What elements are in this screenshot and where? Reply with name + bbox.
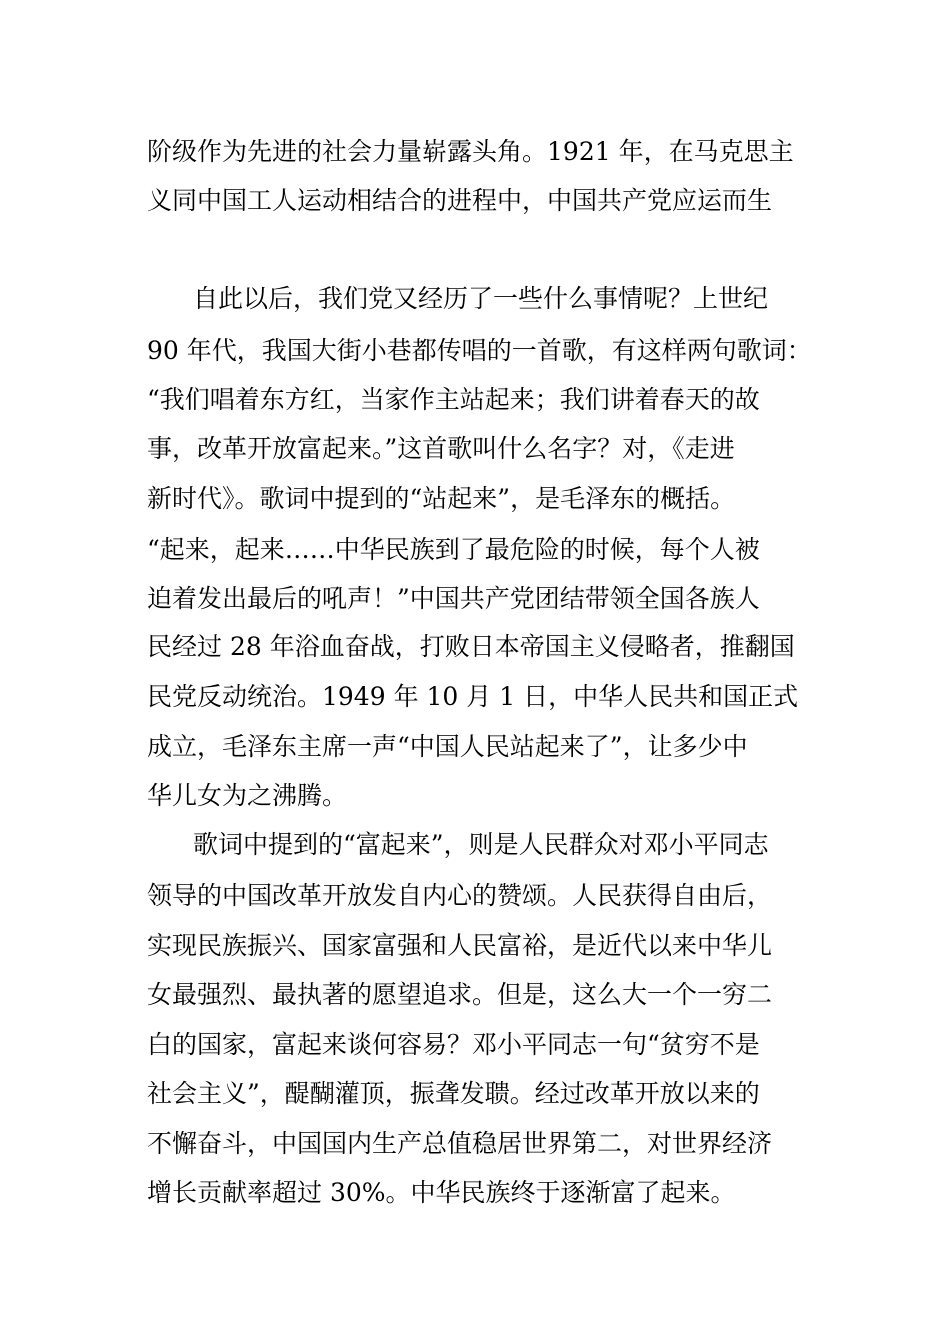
text-line: 女最强烈、最执著的愿望追求。但是，这么大一个一穷二 — [147, 980, 773, 1009]
text-line: 事，改革开放富起来。”这首歌叫什么名字？对，《走进 — [147, 434, 735, 463]
text-line: 义同中国工人运动相结合的进程中，中国共产党应运而生 — [147, 186, 773, 215]
paragraph-first-line: 自此以后，我们党又经历了一些什么事情呢？上世纪 — [193, 284, 769, 313]
text-line: 领导的中国改革开放发自内心的赞颂。人民获得自由后， — [147, 881, 773, 910]
text-line: 新时代》。歌词中提到的“站起来”，是毛泽东的概括。 — [147, 484, 736, 513]
paragraph-first-line: 歌词中提到的“富起来”，则是人民群众对邓小平同志 — [193, 830, 769, 859]
text-line: 白的国家，富起来谈何容易？邓小平同志一句“贫穷不是 — [147, 1030, 760, 1059]
text-line: “我们唱着东方红，当家作主站起来；我们讲着春天的故 — [147, 385, 760, 414]
text-line: “起来，起来……中华民族到了最危险的时候，每个人被 — [147, 535, 760, 564]
text-line: 民经过 28 年浴血奋战，打败日本帝国主义侵略者，推翻国 — [147, 632, 795, 661]
text-line: 增长贡献率超过 30%。中华民族终于逐渐富了起来。 — [147, 1178, 736, 1207]
text-line: 不懈奋斗，中国国内生产总值稳居世界第二，对世界经济 — [147, 1129, 773, 1158]
text-line: 华儿女为之沸腾。 — [147, 781, 348, 810]
text-line: 民党反动统治。1949 年 10 月 1 日，中华人民共和国正式 — [147, 682, 799, 711]
text-line: 社会主义”，醍醐灌顶，振聋发聩。经过改革开放以来的 — [147, 1079, 760, 1108]
text-line: 迫着发出最后的吼声！”中国共产党团结带领全国各族人 — [147, 584, 760, 613]
text-line: 90 年代，我国大街小巷都传唱的一首歌，有这样两句歌词： — [147, 336, 812, 365]
text-line: 阶级作为先进的社会力量崭露头角。1921 年，在马克思主 — [147, 137, 794, 166]
text-line: 成立，毛泽东主席一声“中国人民站起来了”，让多少中 — [147, 732, 748, 761]
text-line: 实现民族振兴、国家富强和人民富裕，是近代以来中华儿 — [147, 931, 773, 960]
